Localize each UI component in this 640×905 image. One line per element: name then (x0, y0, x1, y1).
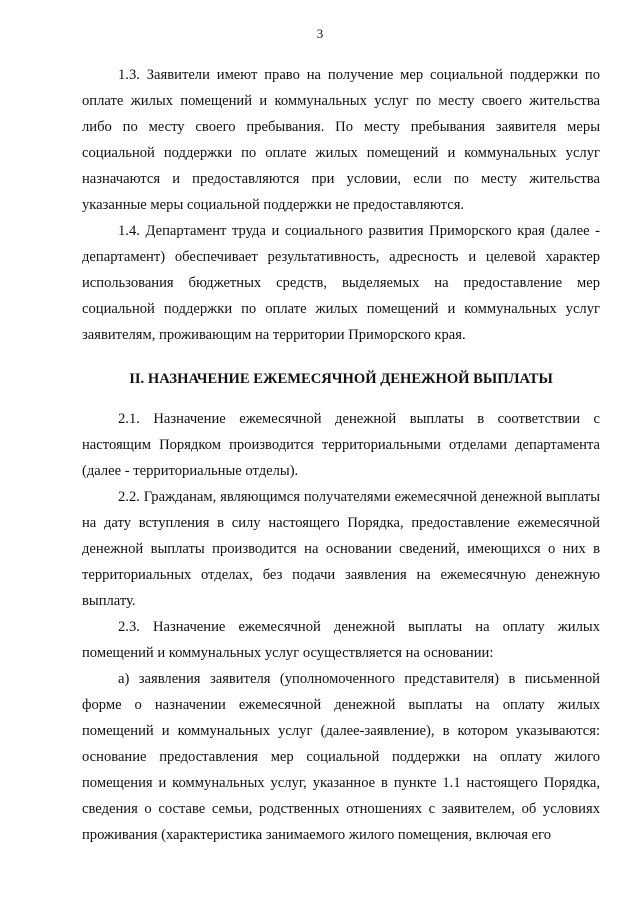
paragraph-2-3: 2.3. Назначение ежемесячной денежной выплаты на оплату жилых помещений и коммунальных услуг осуществляется на основании: (82, 619, 600, 661)
paragraph-2-3-a: а) заявления заявителя (уполномоченного представителя) в письменной форме о назначении ежемесячной денежной выплаты на оплату жилых помещений и коммунальных услуг (далее-заявление), в котором указываются: основание предоставления мер социальной поддержки на оплату жилого помещения и коммунальных услуг, указанное в пункте 1.1 настоящего Порядка, сведения о составе семьи, родственных отношениях с заявителем, об условиях проживания (характеристика занимаемого жилого помещения, включая его (82, 671, 600, 843)
paragraph-2-2: 2.2. Гражданам, являющимся получателями ежемесячной денежной выплаты на дату вступления в силу настоящего Порядка, предоставление ежемесячной денежной выплаты производится на основании сведений, имеющихся о них в территориальных отделах, без подачи заявления на ежемесячную денежную выплату. (82, 489, 600, 609)
page-number: 3 (316, 26, 324, 41)
paragraph-1-3: 1.3. Заявители имеют право на получение мер социальной поддержки по оплате жилых помещений и коммунальных услуг по месту своего жительства либо по месту своего пребывания. По месту пребывания заявителя меры социальной поддержки по оплате жилых помещений и коммунальных услуг назначаются и предоставляются при условии, если по месту жительства указанные меры социальной поддержки не предоставляются. (82, 67, 600, 213)
paragraph-2-1: 2.1. Назначение ежемесячной денежной выплаты в соответствии с настоящим Порядком производится территориальными отделами департамента (далее - территориальные отделы). (82, 411, 600, 479)
document-body (82, 62, 600, 848)
section-2-heading: II. НАЗНАЧЕНИЕ ЕЖЕМЕСЯЧНОЙ ДЕНЕЖНОЙ ВЫПЛАТЫ (129, 371, 553, 387)
paragraph-1-4: 1.4. Департамент труда и социального развития Приморского края (далее - департамент) обеспечивает результативность, адресность и целевой характер использования бюджетных средств, выделяемых на предоставление мер социальной поддержки по оплате жилых помещений и коммунальных услуг заявителям, проживающим на территории Приморского края. (82, 223, 600, 343)
